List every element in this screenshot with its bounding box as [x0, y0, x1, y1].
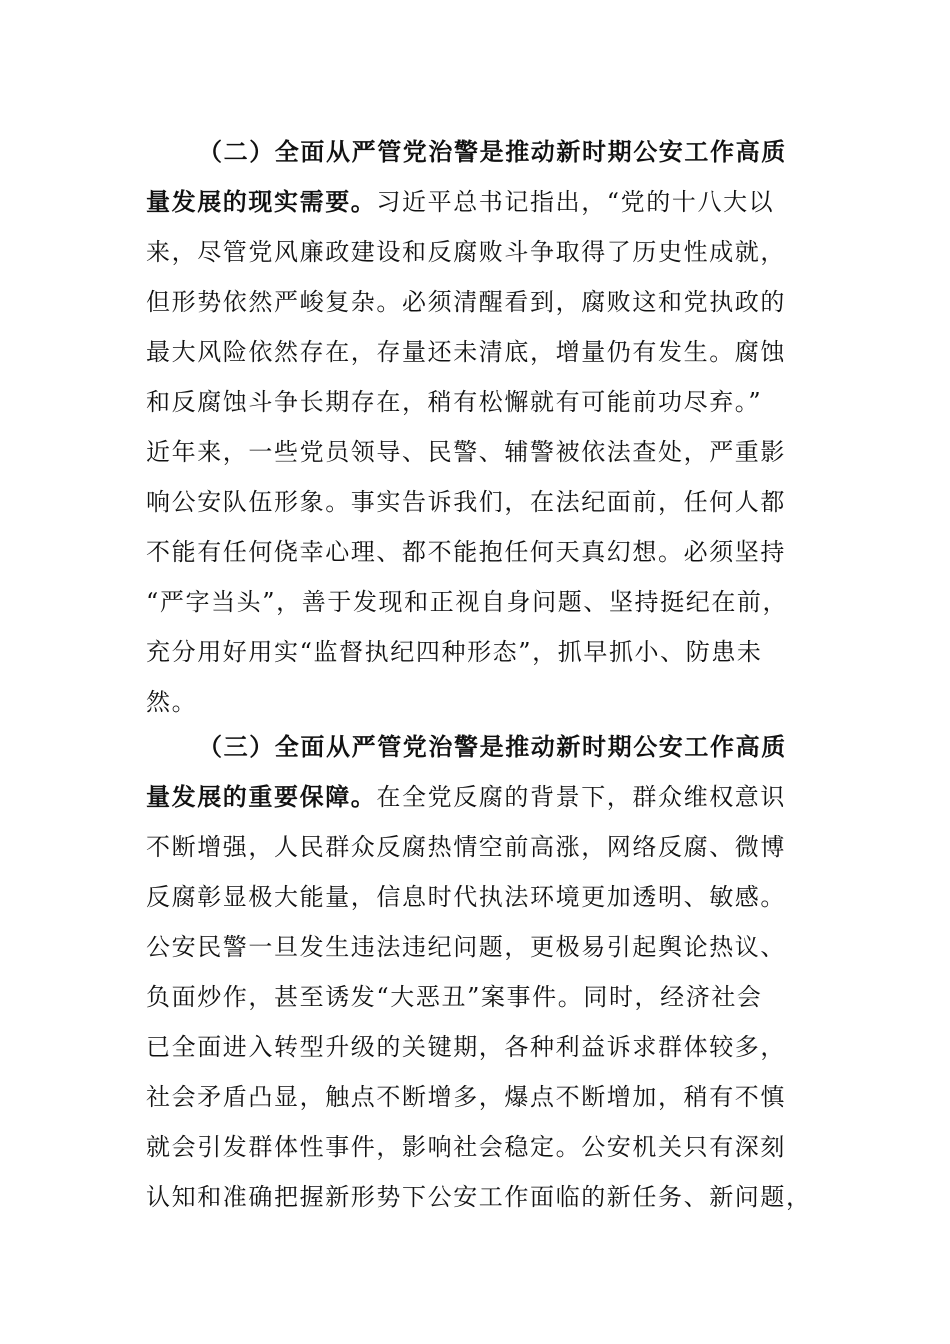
section-2-line: 然。 [146, 688, 198, 716]
section-2-line: 响公安队伍形象。事实告诉我们，在法纪面前，任何人都 [146, 488, 786, 516]
section-2-line-rest: 习近平总书记指出，“党的十八大以 [376, 188, 775, 216]
section-3-line: 公安民警一旦发生违法违纪问题，更极易引起舆论热议、 [146, 933, 786, 961]
section-2-line: “严字当头”，善于发现和正视自身问题、坚持挺纪在前， [146, 588, 789, 616]
section-2-line: 近年来，一些党员领导、民警、辅警被依法查处，严重影 [146, 438, 786, 466]
section-3-line: 社会矛盾凸显，触点不断增多，爆点不断增加，稍有不慎 [146, 1083, 786, 1111]
section-3-heading-end: 量发展的重要保障。 [146, 782, 377, 811]
section-3-line: 认知和准确把握新形势下公安工作面临的新任务、新问题， [146, 1183, 812, 1211]
section-2-line: 但形势依然严峻复杂。必须清醒看到，腐败这和党执政的 [146, 288, 786, 316]
section-2-line: 来，尽管党风廉政建设和反腐败斗争取得了历史性成就， [146, 238, 786, 266]
section-2-line: 和反腐蚀斗争长期存在，稍有松懈就有可能前功尽弃。” [146, 388, 763, 416]
section-2-heading: （二）全面从严管党治警是推动新时期公安工作高质 [198, 137, 787, 166]
section-3-heading: （三）全面从严管党治警是推动新时期公安工作高质 [198, 732, 787, 761]
section-2-heading-end: 量发展的现实需要。 [146, 187, 377, 216]
section-2-paragraph [146, 127, 806, 727]
section-2-line: 不能有任何侥幸心理、都不能抱任何天真幻想。必须坚持 [146, 538, 786, 566]
section-2-line: 最大风险依然存在，存量还未清底，增量仍有发生。腐蚀 [146, 338, 786, 366]
section-2-line [146, 177, 806, 227]
section-3-line: 就会引发群体性事件，影响社会稳定。公安机关只有深刻 [146, 1133, 786, 1161]
section-3-line: 负面炒作，甚至诱发“大恶丑”案事件。同时，经济社会 [146, 983, 763, 1011]
section-3-paragraph [146, 722, 812, 1222]
section-3-line-rest: 在全党反腐的背景下，群众维权意识 [376, 783, 787, 811]
section-3-line: 反腐彰显极大能量，信息时代执法环境更加透明、敏感。 [146, 883, 786, 911]
section-3-line: 已全面进入转型升级的关键期，各种利益诉求群体较多， [146, 1033, 786, 1061]
section-2-line: 充分用好用实“监督执纪四种形态”，抓早抓小、防患未 [146, 638, 763, 666]
section-3-line [146, 772, 806, 822]
section-3-line: 不断增强，人民群众反腐热情空前高涨，网络反腐、微博 [146, 833, 786, 861]
